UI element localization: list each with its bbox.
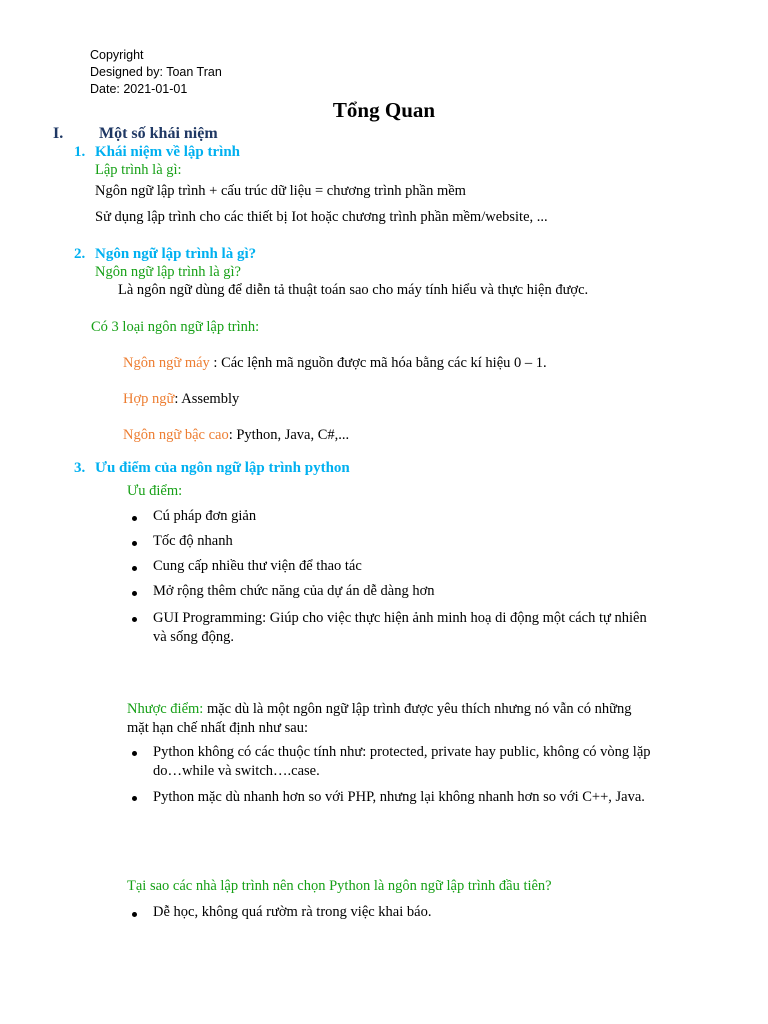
copyright-text: Copyright [90, 48, 144, 62]
why-heading: Tại sao các nhà lập trình nên chọn Python là ngôn ngữ lập trình đầu tiên? [127, 878, 552, 894]
subsection-2-answer: Là ngôn ngữ dùng để diễn tả thuật toán sao cho máy tính hiểu và thực hiện được. [118, 282, 589, 298]
page-title: Tổng Quan [332, 98, 436, 122]
list-item: Python không có các thuộc tính như: protected, private hay public, không có vòng lặp do…while và switch….case. [153, 744, 651, 779]
language-type-name: Ngôn ngữ máy [123, 355, 210, 371]
subsection-1-paragraph-1: Ngôn ngữ lập trình + cấu trúc dữ liệu = chương trình phần mềm [95, 183, 466, 199]
subsection-3-title: Ưu điểm của ngôn ngữ lập trình python [95, 460, 350, 476]
list-item: GUI Programming: Giúp cho việc thực hiện ảnh minh hoạ di động một cách tự nhiên và sống động. [153, 610, 647, 645]
list-item: Mở rộng thêm chức năng của dự án dễ dàng hơn [153, 583, 435, 599]
list-item: Python mặc dù nhanh hơn so với PHP, nhưng lại không nhanh hơn so với C++, Java. [153, 789, 645, 805]
list-item: Dễ học, không quá rườm rà trong việc khai báo. [153, 904, 432, 920]
bullet-icon [132, 796, 137, 801]
cons-label: Nhược điểm: [127, 701, 204, 717]
language-type-desc: : Các lệnh mã nguồn được mã hóa bằng các kí hiệu 0 – 1. [209, 355, 547, 371]
bullet-icon [132, 591, 137, 596]
list-item: Cú pháp đơn giản [153, 508, 257, 524]
language-type-item [123, 391, 239, 408]
language-type-desc: : Python, Java, C#,... [228, 427, 350, 443]
language-type-desc: : Assembly [174, 391, 240, 407]
language-type-name: Ngôn ngữ bậc cao [123, 427, 229, 443]
bullet-icon [132, 912, 137, 917]
section-title: Một số khái niệm [99, 125, 218, 142]
cons-intro: mặc dù là một ngôn ngữ lập trình được yêu thích nhưng nó vẫn có những mặt hạn chế nhất định như sau: [127, 701, 632, 736]
bullet-icon [132, 566, 137, 571]
subsection-1-paragraph-2: Sử dụng lập trình cho các thiết bị Iot hoặc chương trình phần mềm/website, ... [95, 209, 548, 225]
language-type-name: Hợp ngữ [123, 391, 175, 407]
language-type-item [123, 427, 349, 444]
subsection-2-number: 2. [74, 246, 86, 262]
cons-paragraph [127, 700, 647, 738]
language-type-item [123, 355, 547, 372]
subsection-3-number: 3. [74, 460, 86, 476]
list-item: Tốc độ nhanh [153, 533, 233, 549]
section-number: I. [53, 125, 64, 142]
subsection-2-question: Ngôn ngữ lập trình là gì? [95, 264, 241, 280]
list-item: Cung cấp nhiều thư viện để thao tác [153, 558, 362, 574]
language-types-heading: Có 3 loại ngôn ngữ lập trình: [91, 319, 260, 335]
subsection-1-title: Khái niệm về lập trình [95, 144, 241, 160]
pros-heading: Ưu điểm: [127, 483, 183, 499]
designer-text: Designed by: Toan Tran [90, 65, 222, 79]
subsection-2-title: Ngôn ngữ lập trình là gì? [95, 246, 257, 262]
bullet-icon [132, 617, 137, 622]
subsection-1-number: 1. [74, 144, 86, 160]
subsection-1-question: Lập trình là gì: [95, 162, 182, 178]
bullet-icon [132, 751, 137, 756]
bullet-icon [132, 541, 137, 546]
date-text: Date: 2021-01-01 [90, 82, 188, 96]
bullet-icon [132, 516, 137, 521]
